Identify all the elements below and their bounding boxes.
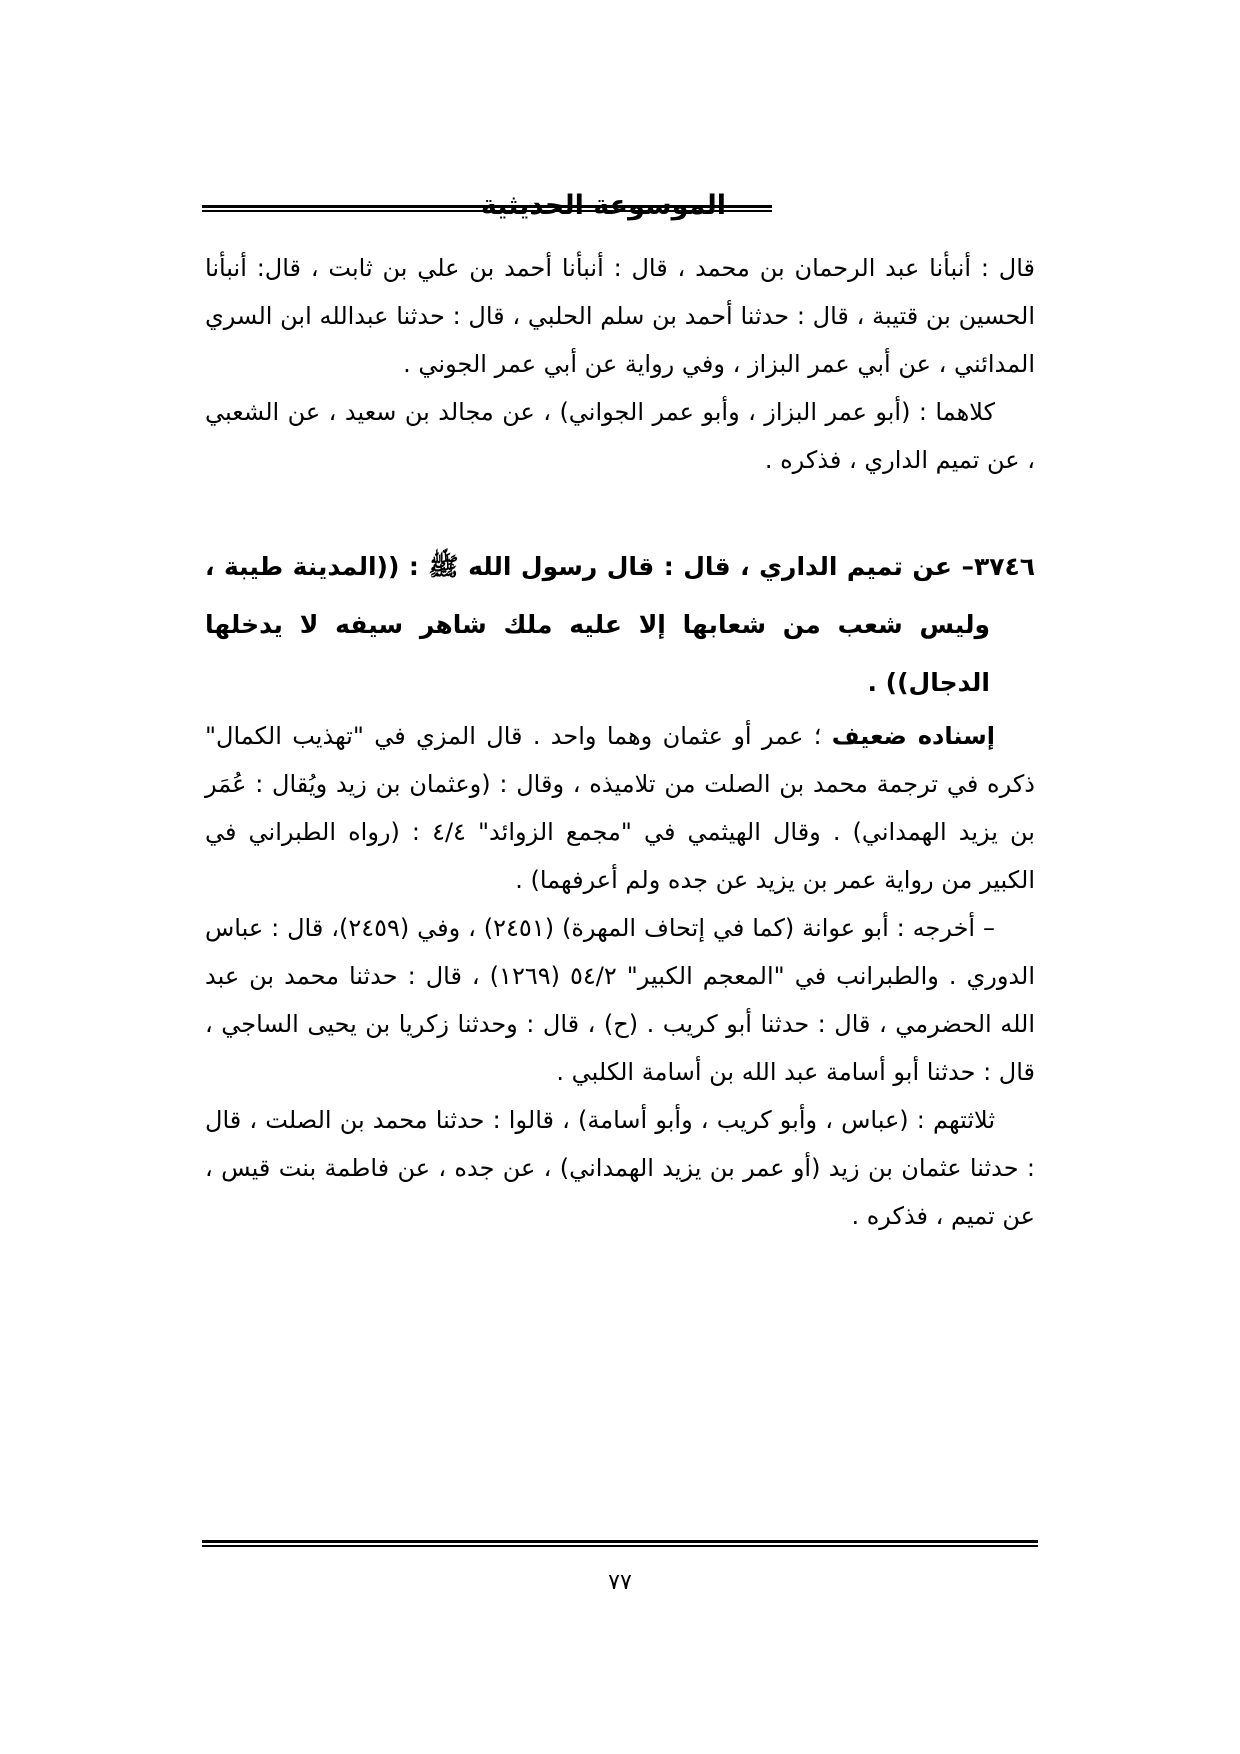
hadith-line-2: وليس شعب من شعابها إلا عليه ملك شاهر سيفه لا يدخلها bbox=[205, 610, 990, 639]
grading-text: ؛ عمر أو عثمان وهما واحد . قال المزي في "تهذيب الكمال" ذكره في ترجمة محمد بن الصلت من تلاميذه ، وقال : (وعثمان بن زيد ويُقال : عُمَر بن يزيد الهمداني) . وقال الهيثمي في "مجمع الزوائد" ٤/٤ : (رواه الطبراني في الكبير من رواية عمر بن يزيد عن جده ولم أعرفهما) . bbox=[205, 722, 1035, 894]
paragraph-isnad-1: قال : أنبأنا عبد الرحمان بن محمد ، قال : أنبأنا أحمد بن علي بن ثابت ، قال: أنبأنا الحسين بن قتيبة ، قال : حدثنا أحمد بن سلم الحلبي ، قال : حدثنا عبدالله ابن السري المدائني ، عن أبي عمر البزاز ، وفي رواية عن أبي عمر الجوني . bbox=[205, 254, 1035, 378]
hadith-line-3: الدجال)) . bbox=[867, 668, 990, 697]
footer-rule bbox=[202, 1540, 1038, 1547]
page-number: ٧٧ bbox=[608, 1570, 632, 1595]
header-title: الموسوعة الحديثية bbox=[480, 190, 726, 221]
paragraph-grading bbox=[205, 712, 1035, 904]
paragraph-isnad-2: كلاهما : (أبو عمر البزاز ، وأبو عمر الجواني) ، عن مجالد بن سعيد ، عن الشعبي ، عن تميم الداري ، فذكره . bbox=[205, 398, 1035, 474]
page-header bbox=[202, 188, 1038, 228]
paragraph-takhrij: – أخرجه : أبو عوانة (كما في إتحاف المهرة) (٢٤٥١) ، وفي (٢٤٥٩)، قال : عباس الدوري . والطبرانب في "المعجم الكبير" ٥٤/٢ (١٢٦٩) ، قال : حدثنا محمد بن عبد الله الحضرمي ، قال : حدثنا أبو كريب . (ح) ، قال : وحدثنا زكريا بن يحيى الساجي ، قال : حدثنا أبو أسامة عبد الله بن أسامة الكلبي . bbox=[205, 914, 1036, 1086]
grading-label: إسناده ضعيف bbox=[831, 722, 995, 750]
paragraph-summary: ثلاثتهم : (عباس ، وأبو كريب ، وأبو أسامة) ، قالوا : حدثنا محمد بن الصلت ، قال : حدثنا عثمان بن زيد (أو عمر بن يزيد الهمداني) ، عن جده ، عن فاطمة بنت قيس ، عن تميم ، فذكره . bbox=[205, 1106, 1035, 1230]
hadith-text bbox=[205, 538, 1035, 712]
hadith-line-1: ٣٧٤٦– عن تميم الداري ، قال : قال رسول الله ﷺ : ((المدينة طيبة ، bbox=[205, 552, 1035, 581]
page-content bbox=[205, 244, 1035, 1240]
